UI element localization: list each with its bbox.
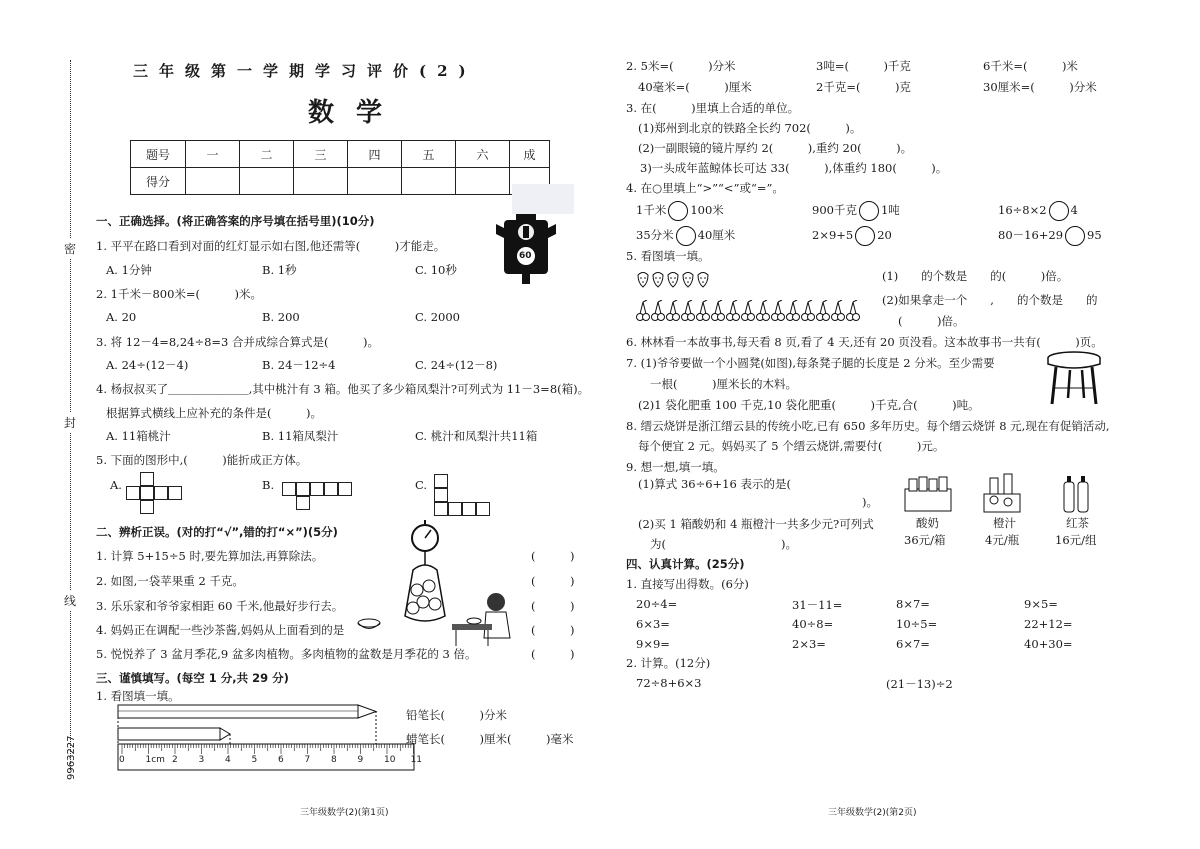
cherry-icon (786, 300, 800, 327)
q3-9-1-line1: (1)算式 36÷6+16 表示的是( (638, 477, 791, 491)
drink-price-juice: 4元/瓶 (985, 533, 1020, 547)
score-head-7: 成 (510, 141, 550, 168)
paper-code: 9963227 (66, 735, 77, 780)
q3-9-2-line1: (2)买 1 箱酸奶和 4 瓶橙汁一共多少元?可列式 (638, 517, 874, 531)
q1-1-opt-b: B. 1秒 (262, 263, 297, 277)
q1-2: 2. 1千米－800米=( )米。 (96, 287, 263, 301)
q1-3-opt-b: B. 24－12÷4 (262, 358, 336, 372)
q3-2-r2-b: 2千克=( )克 (816, 80, 911, 94)
q2-3-answer[interactable]: ( ) (531, 599, 575, 613)
cherry-icon (816, 300, 830, 327)
q3-3-2: (2)一副眼镜的镜片厚约 2( ),重约 20( )。 (638, 141, 913, 155)
score-head-2: 二 (240, 141, 294, 168)
strawberry-icon (666, 270, 680, 291)
compare-circle[interactable] (855, 226, 875, 246)
ruler-label: 3 (198, 755, 205, 765)
q3-8-line2: 每个便宜 2 元。妈妈买了 5 个缙云烧饼,需要付( )元。 (638, 439, 945, 453)
q1-4-opt-a: A. 11箱桃汁 (106, 429, 171, 443)
section-3-heading: 三、谨慎填写。(每空 1 分,共 29 分) (96, 671, 289, 685)
q3-2-r1-c: 6千米=( )米 (983, 59, 1078, 73)
q2-4: 4. 妈妈正在调配一些沙茶酱,妈妈从上面看到的是 (96, 623, 345, 637)
cherry-icon (696, 300, 710, 327)
round-stool-icon (1044, 350, 1104, 406)
ruler-label: 2 (172, 755, 178, 765)
pencil-length-text: 铅笔长( )分米 (406, 708, 507, 722)
strawberry-icon (696, 270, 710, 291)
calc-item: 2×3= (792, 637, 826, 651)
q3-9: 9. 想一想,填一填。 (626, 460, 725, 474)
compare-circle[interactable] (1049, 201, 1069, 221)
q2-1: 1. 计算 5+15÷5 时,要先算加法,再算除法。 (96, 549, 324, 563)
cherry-icon (681, 300, 695, 327)
blank-sticker (512, 184, 574, 214)
score-cell[interactable] (348, 168, 402, 195)
score-row-label: 得分 (131, 168, 186, 195)
cherry-icon (711, 300, 725, 327)
q2-5-answer[interactable]: ( ) (531, 647, 575, 661)
section-2-heading: 二、辨析正误。(对的打“√”,错的打“×”)(5分) (96, 525, 338, 539)
q4-1: 1. 直接写出得数。(6分) (626, 577, 749, 591)
ruler-label: 8 (331, 755, 337, 765)
cherry-icon (741, 300, 755, 327)
cherry-icon (666, 300, 680, 327)
q3-2-r2-a: 40毫米=( )厘米 (638, 80, 752, 94)
calc-item: 40÷8= (792, 617, 834, 631)
mother-cooking-icon (452, 588, 524, 648)
q4-2: 2. 计算。(12分) (626, 656, 711, 670)
score-cell[interactable] (240, 168, 294, 195)
drink-name-juice: 橙汁 (993, 516, 1016, 530)
strawberry-icon (681, 270, 695, 291)
drink-name-yogurt: 酸奶 (916, 516, 939, 530)
q2-4-answer[interactable]: ( ) (531, 623, 575, 637)
section-4-heading: 四、认真计算。(25分) (626, 557, 745, 571)
strawberry-icon (651, 270, 665, 291)
score-head-4: 四 (348, 141, 402, 168)
q3-3-1: (1)郑州到北京的铁路全长约 702( )。 (638, 121, 862, 135)
ruler-label: 1cm (145, 755, 165, 765)
score-head-0: 题号 (131, 141, 186, 168)
calc-item: 20÷4= (636, 597, 678, 611)
ruler-label: 5 (251, 755, 258, 765)
q2-2-answer[interactable]: ( ) (531, 574, 575, 588)
q3-8-line1: 8. 缙云烧饼是浙江缙云县的传统小吃,已有 650 多年历史。每个缙云烧饼 8 元,现在有促销活动, (626, 419, 1110, 433)
ruler-label: 10 (384, 755, 396, 765)
q3-4: 4. 在○里填上“>”“<”或“=”。 (626, 181, 784, 195)
drink-price-tea: 16元/组 (1055, 533, 1097, 547)
ruler-label: 9 (357, 755, 364, 765)
ruler-label: 7 (304, 755, 311, 765)
calc-item: 6×3= (636, 617, 670, 631)
q4-2-expr-2: (21－13)÷2 (886, 677, 953, 691)
cherry-icon (846, 300, 860, 327)
cherry-icon (636, 300, 650, 327)
q3-3: 3. 在( )里填上合适的单位。 (626, 101, 800, 115)
q1-4-opt-b: B. 11箱凤梨汁 (262, 429, 339, 443)
calc-item: 10÷5= (896, 617, 938, 631)
q1-5: 5. 下面的图形中,( )能折成正方体。 (96, 453, 308, 467)
compare-circle[interactable] (859, 201, 879, 221)
q3-2-r1-a: 2. 5米=( )分米 (626, 59, 736, 73)
calc-item: 40+30= (1024, 637, 1073, 651)
compare-circle[interactable] (1065, 226, 1085, 246)
q3-7-1-line1: 7. (1)爷爷要做一个小圆凳(如图),每条凳子腿的长度是 2 分米。至少需要 (626, 356, 995, 370)
exam-title: 三年级第一学期学习评价(2) (133, 62, 477, 80)
q1-4-line2: 根据算式横线上应补充的条件是( )。 (106, 406, 322, 420)
score-cell[interactable] (402, 168, 456, 195)
seal-char-xian: 线 (64, 590, 76, 611)
score-head-1: 一 (186, 141, 240, 168)
q3-4-r2: 35分米 40厘米 (636, 226, 735, 246)
score-head-6: 六 (456, 141, 510, 168)
exam-subject: 数学 (308, 98, 405, 128)
q4-2-expr-1: 72÷8+6×3 (636, 676, 702, 690)
q3-4-r1: 1千米 100米 (636, 201, 724, 221)
yogurt-box-icon (903, 475, 953, 513)
q3-3-3: 3)一头成年蓝鲸体长可达 33( ),体重约 180( )。 (640, 161, 948, 175)
orange-juice-icon (982, 472, 1022, 514)
q1-3: 3. 将 12－4=8,24÷8=3 合并成综合算式是( )。 (96, 335, 380, 349)
cherry-icon (756, 300, 770, 327)
q1-2-opt-b: B. 200 (262, 310, 300, 324)
strawberry-icon (636, 270, 650, 291)
q2-1-answer[interactable]: ( ) (531, 549, 575, 563)
score-cell[interactable] (456, 168, 510, 195)
q1-5-opt-a: A. (110, 478, 122, 492)
q1-1-opt-c: C. 10秒 (415, 263, 457, 277)
q3-4-r2-c: 80－16+29 95 (998, 226, 1102, 246)
q3-5-1: (1) 的个数是 的( )倍。 (882, 269, 1069, 283)
drink-name-tea: 红茶 (1066, 516, 1089, 530)
cherry-icon (726, 300, 740, 327)
calc-item: 31－11= (792, 598, 843, 612)
cherry-icon (801, 300, 815, 327)
section-1-heading: 一、正确选择。(将正确答案的序号填在括号里)(10分) (96, 214, 375, 228)
q3-5: 5. 看图填一填。 (626, 249, 710, 263)
q3-9-1-line2: )。 (862, 495, 878, 509)
cherry-icon (831, 300, 845, 327)
compare-circle[interactable] (676, 226, 696, 246)
sauce-bowl-icon (356, 618, 382, 632)
q1-2-opt-a: A. 20 (106, 310, 137, 324)
q3-9-2-line2: 为( )。 (650, 537, 797, 551)
seal-char-mi: 密 (64, 238, 76, 259)
q1-1: 1. 平平在路口看到对面的红灯显示如右图,他还需等( )才能走。 (96, 239, 446, 253)
seal-char-feng: 封 (64, 412, 76, 433)
q3-6: 6. 林林看一本故事书,每天看 8 页,看了 4 天,还有 20 页没看。这本故事书一共有( )页。 (626, 335, 1103, 349)
score-cell[interactable] (294, 168, 348, 195)
crayon-length-text: 蜡笔长( )厘米( )毫米 (406, 732, 574, 746)
pencil-ruler-figure (112, 700, 422, 778)
calc-item: 9×5= (1024, 597, 1058, 611)
calc-item: 8×7= (896, 597, 930, 611)
calc-item: 9×9= (636, 637, 670, 651)
q3-5-2-line2: ( )倍。 (898, 314, 965, 328)
q1-3-opt-c: C. 24÷(12－8) (415, 358, 498, 372)
page-footer-2: 三年级数学(2)(第2页) (828, 808, 917, 818)
q3-5-2-line1: (2)如果拿走一个 , 的个数是 的 (882, 293, 1098, 307)
q3-2-r2-c: 30厘米=( )分米 (983, 80, 1097, 94)
ruler-label: 4 (225, 755, 231, 765)
q1-2-opt-c: C. 2000 (415, 310, 460, 324)
q1-4-opt-c: C. 桃汁和凤梨汁共11箱 (415, 429, 538, 443)
q1-3-opt-a: A. 24÷(12－4) (106, 358, 189, 372)
traffic-light-icon (494, 214, 558, 284)
score-table (130, 140, 550, 195)
q3-2-r1-b: 3吨=( )千克 (816, 59, 911, 73)
cherry-icon (771, 300, 785, 327)
calc-item: 6×7= (896, 637, 930, 651)
ruler-label: 6 (278, 755, 284, 765)
spring-scale-apples-icon (395, 520, 455, 626)
q2-5: 5. 悦悦养了 3 盆月季花,9 盆多肉植物。多肉植物的盆数是月季花的 3 倍。 (96, 647, 477, 661)
q1-1-opt-a: A. 1分钟 (106, 263, 152, 277)
q1-5-opt-b: B. (262, 478, 275, 492)
q3-7-2: (2)1 袋化肥重 100 千克,10 袋化肥重( )千克,合( )吨。 (638, 398, 980, 412)
q1-4-line1: 4. 杨叔叔买了＿＿＿＿＿＿＿,其中桃汁有 3 箱。他买了多少箱凤梨汁?可列式为 11－3=8(箱)。 (96, 382, 590, 396)
q3-4-r1-b: 900千克 1吨 (812, 201, 900, 221)
page-footer-1: 三年级数学(2)(第1页) (300, 808, 389, 818)
calc-item: 22+12= (1024, 617, 1073, 631)
ruler-label: 11 (410, 755, 422, 765)
cherry-icon (651, 300, 665, 327)
q2-3: 3. 乐乐家和爷爷家相距 60 千米,他最好步行去。 (96, 599, 344, 613)
q3-7-1-line2: 一根( )厘米长的木料。 (650, 377, 797, 391)
q3-4-r2-b: 2×9+5 20 (812, 226, 892, 246)
score-head-3: 三 (294, 141, 348, 168)
q3-1: 1. 看图填一填。 (96, 689, 180, 703)
drink-price-yogurt: 36元/箱 (904, 533, 946, 547)
q1-5-opt-c: C. (415, 478, 428, 492)
ruler-label: 0 (119, 755, 125, 765)
score-cell[interactable] (186, 168, 240, 195)
q3-4-r1-c: 16÷8×2 4 (998, 201, 1078, 221)
score-head-5: 五 (402, 141, 456, 168)
q2-2: 2. 如图,一袋苹果重 2 千克。 (96, 574, 244, 588)
black-tea-icon (1060, 472, 1096, 514)
compare-circle[interactable] (668, 201, 688, 221)
traffic-countdown: 60 (519, 251, 532, 261)
